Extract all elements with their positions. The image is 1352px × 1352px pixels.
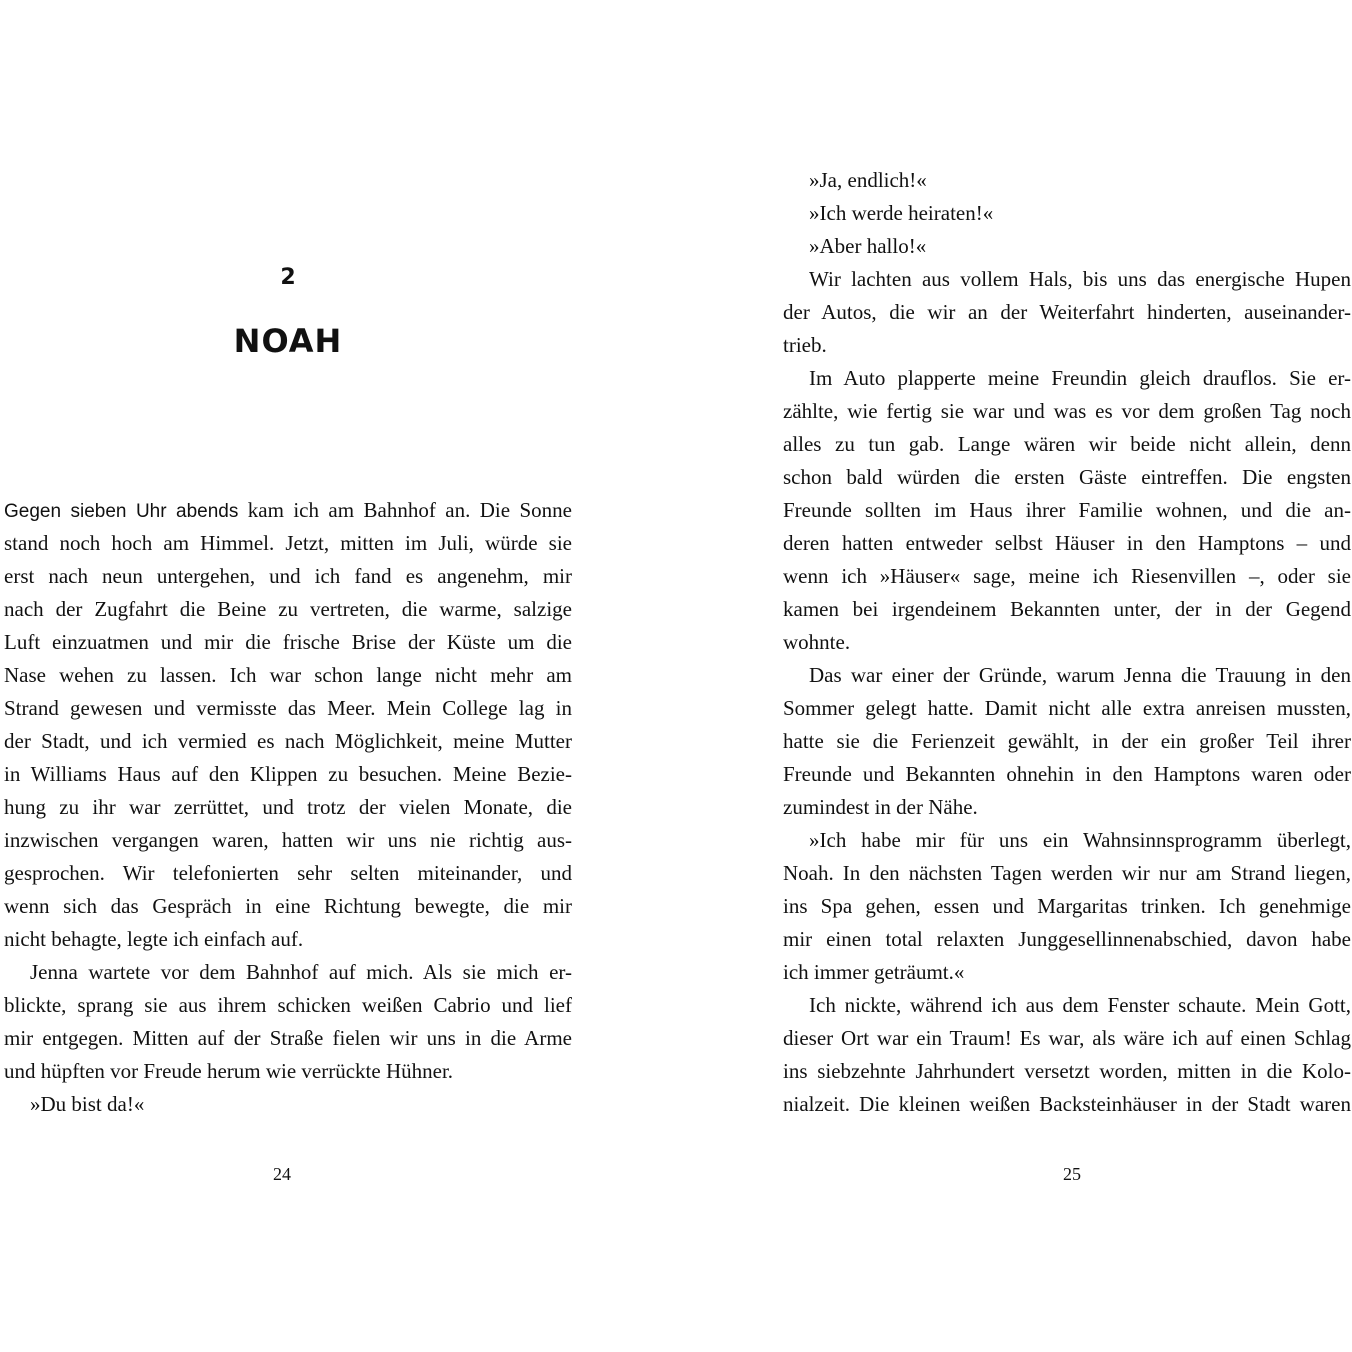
left-page-body: [4, 494, 572, 1121]
text-line: kamen bei irgendeinem Bekannten unter, der in der Gegend: [783, 597, 1351, 621]
text-line: mir einen total relaxten Junggesellinnenabschied, davon habe: [783, 927, 1351, 951]
text-line: ins siebzehnte Jahrhundert versetzt worden, mitten in die Kolo-: [783, 1059, 1351, 1083]
text-line: Noah. In den nächsten Tagen werden wir nur am Strand liegen,: [783, 861, 1351, 885]
page-number: 25: [1063, 1164, 1081, 1184]
text-line: ins Spa gehen, essen und Margaritas trinken. Ich genehmige: [783, 894, 1351, 918]
text-line: Freunde sollten im Haus ihrer Familie wohnen, und die an-: [783, 498, 1351, 522]
text-line: hung zu ihr war zerrüttet, und trotz der vielen Monate, die: [4, 795, 572, 819]
text-line: Gegen sieben Uhr abends kam ich am Bahnhof an. Die Sonne: [4, 498, 572, 522]
text-line: »Ich habe mir für uns ein Wahnsinnsprogramm überlegt,: [809, 828, 1351, 852]
text-line: schon bald würden die ersten Gäste eintreffen. Die engsten: [783, 465, 1351, 489]
text-line: Nase wehen zu lassen. Ich war schon lange nicht mehr am: [4, 663, 572, 687]
text-line: Sommer gelegt hatte. Damit nicht alle extra anreisen mussten,: [783, 696, 1351, 720]
chapter-title: NOAH: [233, 322, 343, 360]
text-line: stand noch hoch am Himmel. Jetzt, mitten im Juli, würde sie: [4, 531, 572, 555]
text-line: inzwischen vergangen waren, hatten wir uns nie richtig aus-: [4, 828, 572, 852]
text-line: Freunde und Bekannten ohnehin in den Hamptons waren oder: [783, 762, 1351, 786]
text-line: »Ich werde heiraten!«: [809, 201, 994, 225]
text-line: zumindest in der Nähe.: [783, 795, 978, 819]
text-line: »Aber hallo!«: [809, 234, 927, 258]
text-line: Jenna wartete vor dem Bahnhof auf mich. Als sie mich er-: [30, 960, 572, 984]
text-line: nach der Zugfahrt die Beine zu vertreten, die warme, salzige: [4, 597, 572, 621]
left-page: [4, 0, 572, 1352]
text-line: Ich nickte, während ich aus dem Fenster schaute. Mein Gott,: [809, 993, 1351, 1017]
text-line: dieser Ort war ein Traum! Es war, als wäre ich auf einen Schlag: [783, 1026, 1351, 1050]
chapter-number: 2: [280, 265, 296, 290]
text-line: in Williams Haus auf den Klippen zu besuchen. Meine Bezie-: [4, 762, 572, 786]
chapter-lead-in: Gegen sieben Uhr abends: [4, 501, 239, 522]
text-line: deren hatten entweder selbst Häuser in den Hamptons – und: [783, 531, 1351, 555]
right-page-body: [783, 164, 1351, 1121]
text-line: erst nach neun untergehen, und ich fand es angenehm, mir: [4, 564, 572, 588]
text-line: »Ja, endlich!«: [809, 168, 927, 192]
text-line: wohnte.: [783, 630, 851, 654]
text-line: zählte, wie fertig sie war und was es vor dem großen Tag noch: [783, 399, 1351, 423]
text-line: nicht behagte, legte ich einfach auf.: [4, 927, 304, 951]
text-line: wenn sich das Gespräch in eine Richtung bewegte, die mir: [4, 894, 572, 918]
text-line: »Du bist da!«: [30, 1092, 145, 1116]
text-line: Das war einer der Gründe, warum Jenna die Trauung in den: [809, 663, 1351, 687]
text-line: blickte, sprang sie aus ihrem schicken weißen Cabrio und lief: [4, 993, 572, 1017]
text-line: gesprochen. Wir telefonierten sehr selten miteinander, und: [4, 861, 572, 885]
right-page: [783, 0, 1351, 1352]
text-line: alles zu tun gab. Lange wären wir beide nicht allein, denn: [783, 432, 1351, 456]
text-line: mir entgegen. Mitten auf der Straße fielen wir uns in die Arme: [4, 1026, 572, 1050]
page-number: 24: [273, 1164, 291, 1184]
text-line: trieb.: [783, 333, 827, 357]
text-line: Wir lachten aus vollem Hals, bis uns das energische Hupen: [809, 267, 1351, 291]
text-line: hatte sie die Ferienzeit gewählt, in der ein großer Teil ihrer: [783, 729, 1351, 753]
text-line: der Stadt, und ich vermied es nach Möglichkeit, meine Mutter: [4, 729, 572, 753]
text-line: Luft einzuatmen und mir die frische Brise der Küste um die: [4, 630, 572, 654]
text-line: wenn ich »Häuser« sage, meine ich Riesenvillen –, oder sie: [783, 564, 1351, 588]
text-line: Strand gewesen und vermisste das Meer. Mein College lag in: [4, 696, 572, 720]
text-line: Im Auto plapperte meine Freundin gleich drauflos. Sie er-: [809, 366, 1351, 390]
text-line: ich immer geträumt.«: [783, 960, 965, 984]
text-line: nialzeit. Die kleinen weißen Backsteinhäuser in der Stadt waren: [783, 1092, 1351, 1116]
text-line: und hüpften vor Freude herum wie verrückte Hühner.: [4, 1059, 454, 1083]
text-line: der Autos, die wir an der Weiterfahrt hinderten, auseinander-: [783, 300, 1351, 324]
